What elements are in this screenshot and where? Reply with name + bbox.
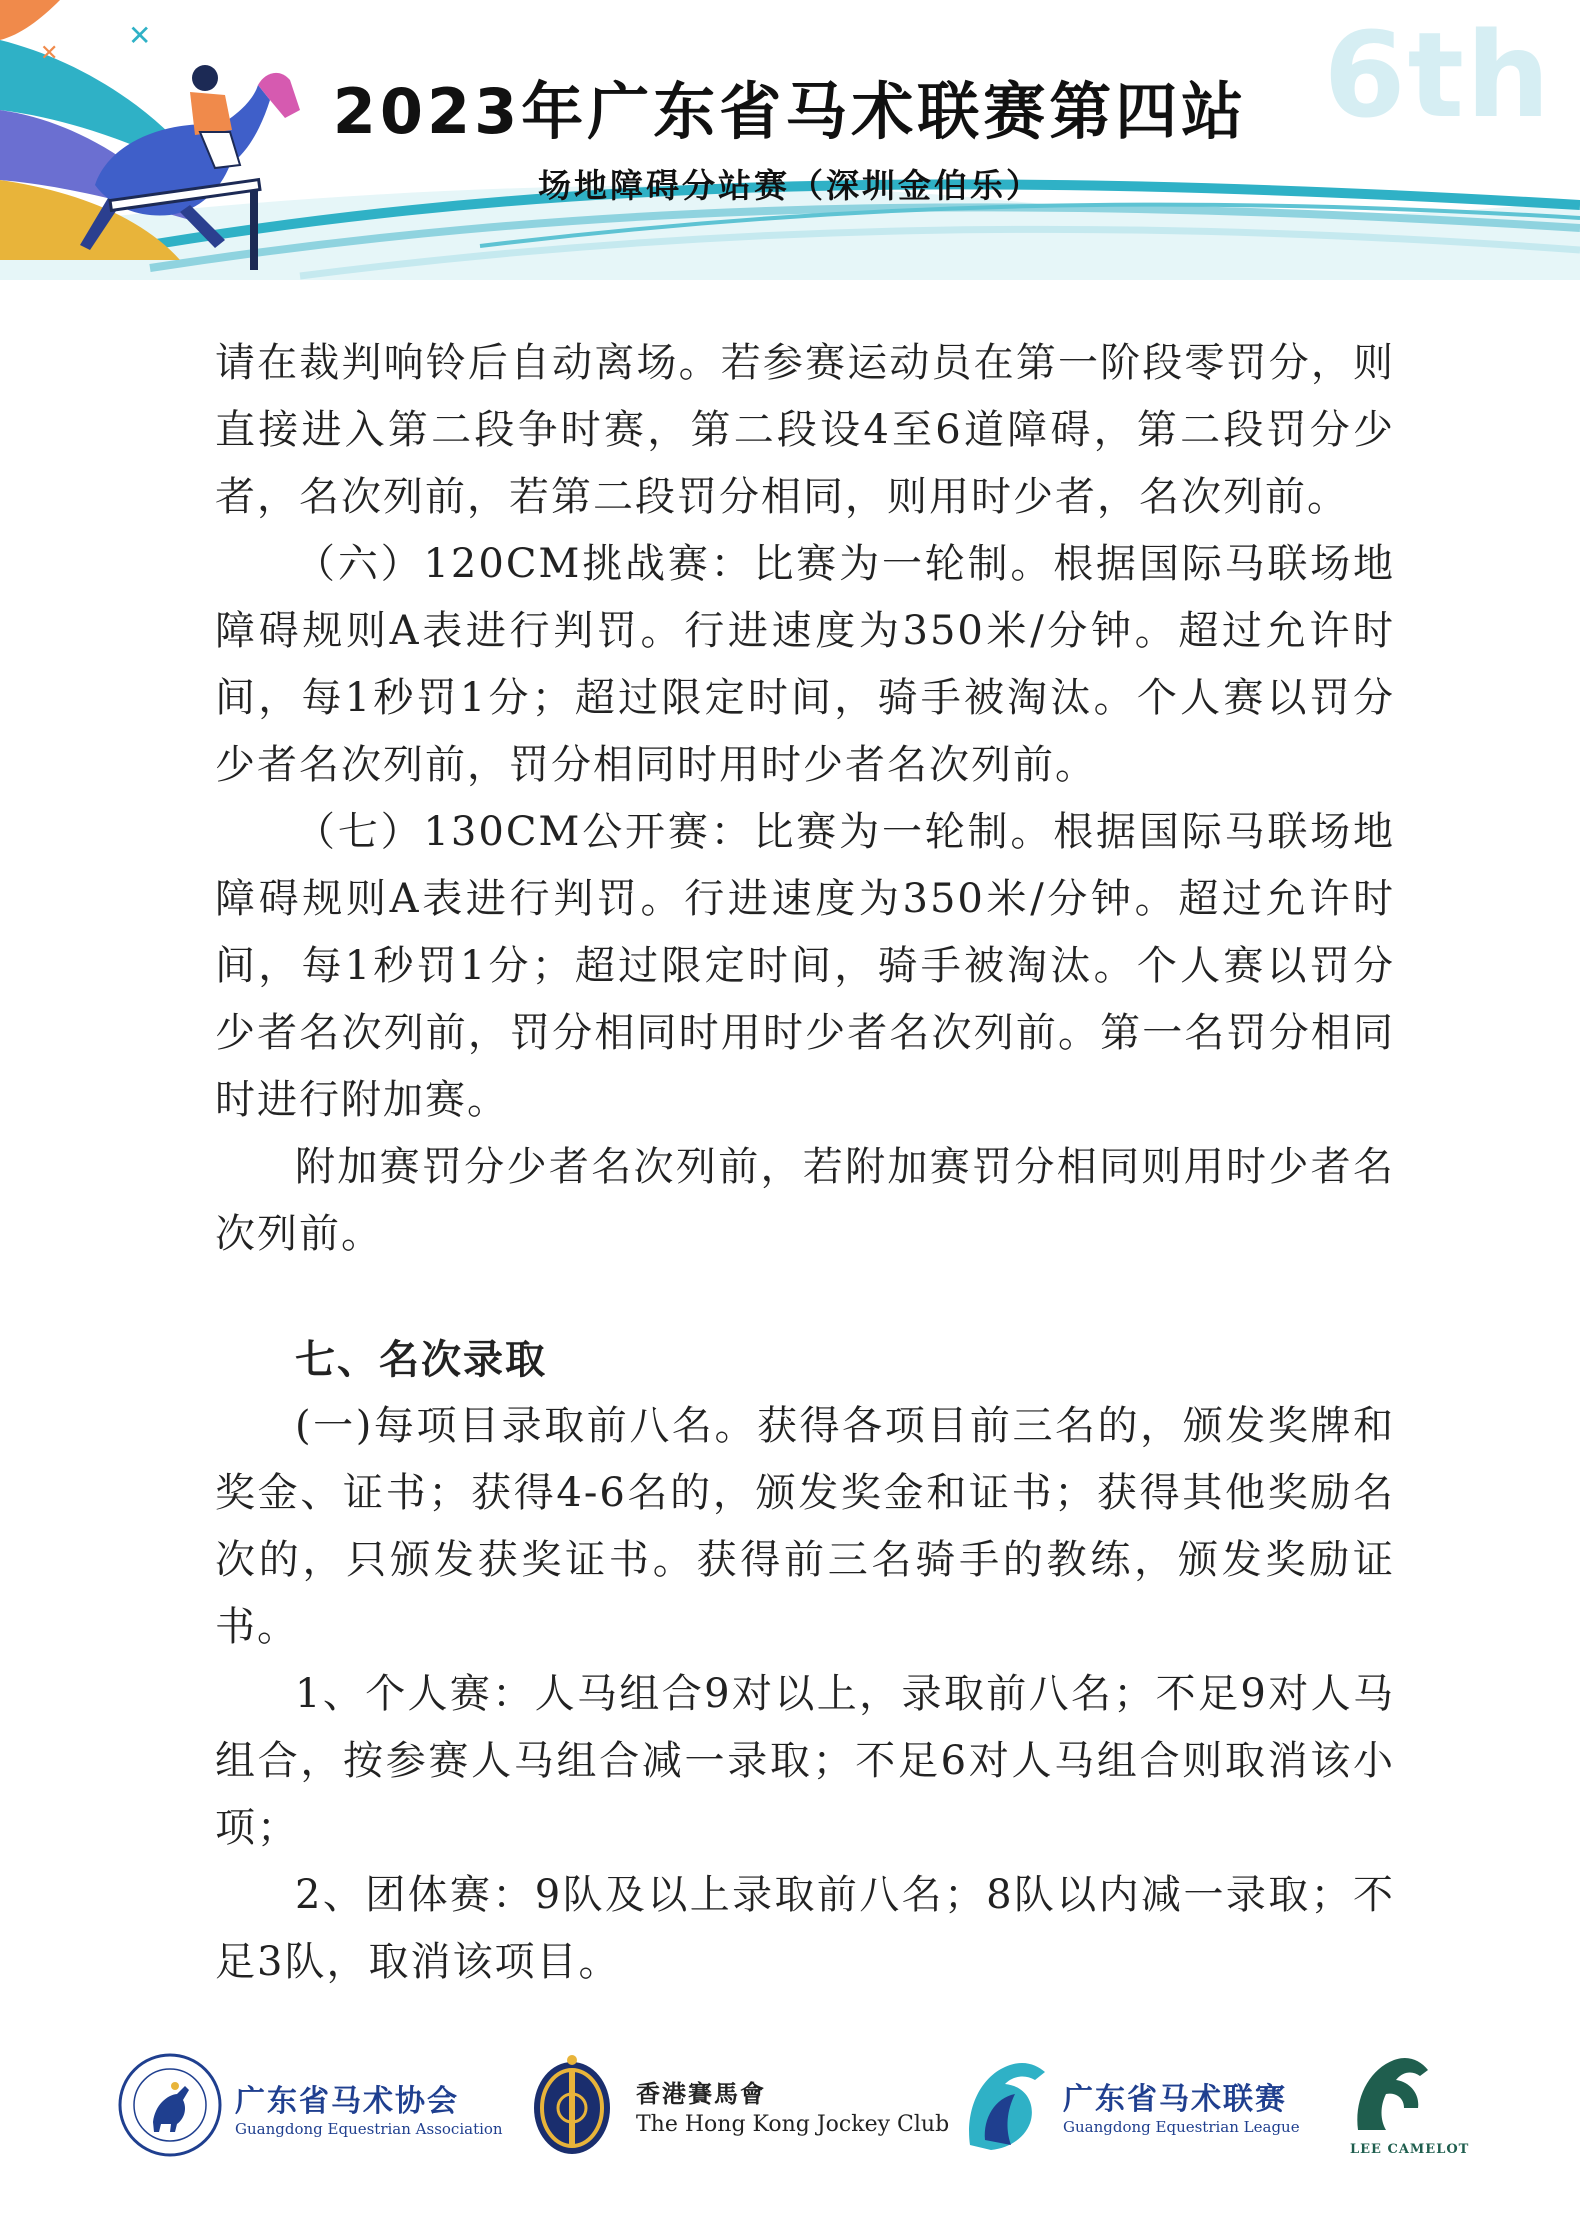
- logo-name-cn: 广东省马术联赛: [1063, 2082, 1287, 2117]
- page-subtitle: 场地障碍分站赛（深圳金伯乐）: [538, 166, 1042, 205]
- paragraph: 2、团体赛：9队及以上录取前八名；8队以内减一录取；不足3队，取消该项目。: [215, 1872, 1395, 1985]
- edition-watermark: 6th: [1323, 6, 1552, 144]
- paragraph: 请在裁判响铃后自动离场。若参赛运动员在第一阶段零罚分，则直接进入第二段争时赛，第二段设4至6道障碍，第二段罚分少者，名次列前，若第二段罚分相同，则用时少者，名次列前。: [215, 340, 1395, 520]
- paragraph: （六）120CM挑战赛：比赛为一轮制。根据国际马联场地障碍规则A表进行判罚。行进速度为350米/分钟。超过允许时间，每1秒罚1分；超过限定时间，骑手被淘汰。个人赛以罚分少者名次列前，罚分相同时用时少者名次列前。: [215, 541, 1395, 788]
- svg-text:✕: ✕: [40, 41, 59, 66]
- logo-name-en: Guangdong Equestrian Association: [235, 2120, 503, 2138]
- lee-camelot-logo: [1350, 2050, 1470, 2180]
- svg-text:✕: ✕: [128, 19, 152, 52]
- page-title: 2023年广东省马术联赛第四站: [332, 75, 1248, 148]
- document-body: [215, 330, 1395, 1996]
- logo-name-cn: 香港賽馬會: [636, 2079, 766, 2108]
- guangdong-equestrian-league-logo: [955, 2050, 1315, 2180]
- section-heading: 七、名次录取: [295, 1336, 547, 1383]
- logo-name-en: Guangdong Equestrian League: [1063, 2118, 1300, 2136]
- hong-kong-jockey-club-logo: [530, 2050, 950, 2180]
- page-header: [0, 0, 1580, 280]
- jockey-club-crest-icon: [530, 2050, 614, 2160]
- paragraph: (一)每项目录取前八名。获得各项目前三名的，颁发奖牌和奖金、证书；获得4-6名的，颁发奖金和证书；获得其他奖励名次的，只颁发获奖证书。获得前三名骑手的教练，颁发奖励证书。: [215, 1403, 1395, 1650]
- svg-text:ee: ee: [1386, 2107, 1420, 2137]
- paragraph: 附加赛罚分少者名次列前，若附加赛罚分相同则用时少者名次列前。: [215, 1144, 1395, 1257]
- league-horse-emblem-icon: [955, 2050, 1055, 2160]
- sponsor-logos: [0, 2050, 1580, 2190]
- paragraph: （七）130CM公开赛：比赛为一轮制。根据国际马联场地障碍规则A表进行判罚。行进速度为350米/分钟。超过允许时间，每1秒罚1分；超过限定时间，骑手被淘汰。个人赛以罚分少者名次列前，罚分相同时用时少者名次列前。第一名罚分相同时进行附加赛。: [215, 809, 1395, 1123]
- lee-camelot-horse-emblem-icon: [1350, 2050, 1432, 2140]
- logo-name-en: The Hong Kong Jockey Club: [636, 2112, 950, 2137]
- guangdong-equestrian-association-logo: [115, 2050, 503, 2180]
- logo-name-en: LEE CAMELOT: [1350, 2142, 1470, 2157]
- logo-name-cn: 广东省马术协会: [235, 2084, 459, 2119]
- paragraph: 1、个人赛：人马组合9对以上，录取前八名；不足9对人马组合，按参赛人马组合减一录取；不足6对人马组合则取消该小项；: [215, 1671, 1395, 1851]
- association-seal-icon: [115, 2050, 225, 2160]
